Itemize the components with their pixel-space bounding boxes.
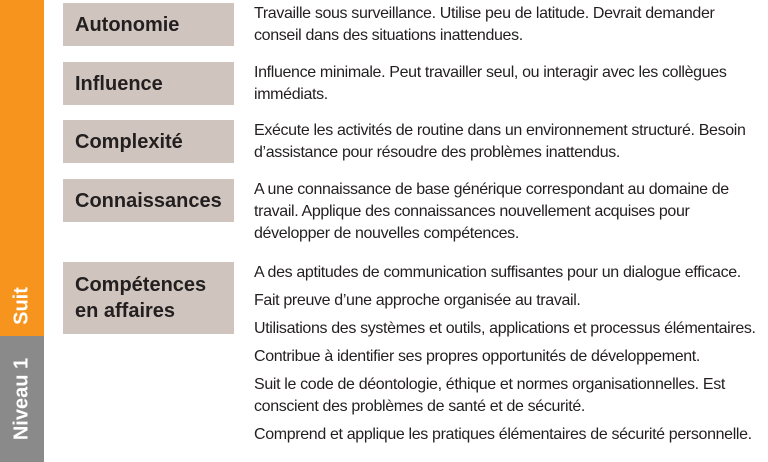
desc-line: A des aptitudes de communication suffisantes pour un dialogue efficace. [254,264,741,281]
desc-connaissances [254,179,768,245]
label-influence [63,62,234,105]
label-text: Complexité [75,130,183,153]
stage-band [0,0,44,336]
label-text: en affaires [75,300,176,322]
label-competences-affaires [63,262,234,334]
label-text: Connaissances [75,189,222,212]
desc-line: immédiats. [254,86,328,103]
desc-line: Exécute les activités de routine dans un environnement structuré. Besoin [254,122,746,139]
desc-line: Utilisations des systèmes et outils, applications et processus élémentaires. [254,320,756,337]
desc-paragraph [254,262,768,284]
desc-line: Contribue à identifier ses propres opportunités de développement. [254,348,700,365]
desc-line: A une connaissance de base générique correspondant au domaine de [254,181,729,198]
desc-paragraph [254,290,768,312]
label-text: Autonomie [75,13,180,36]
desc-competences-affaires [254,262,768,452]
desc-paragraph [254,374,768,418]
desc-line: Comprend et applique les pratiques élémentaires de sécurité personnelle. [254,426,752,443]
desc-autonomie [254,3,768,47]
level-label: Niveau 1 [10,357,33,441]
desc-paragraph [254,346,768,368]
desc-line: développer de nouvelles compétences. [254,225,519,242]
desc-line: travail. Applique des connaissances nouvellement acquises pour [254,203,690,220]
label-autonomie [63,3,234,46]
stage-label: Suit [10,287,33,325]
desc-line: Travaille sous surveillance. Utilise peu de latitude. Devrait demander [254,5,715,22]
desc-line: conseil dans des situations inattendues. [254,27,523,44]
desc-line: Influence minimale. Peut travailler seul, ou interagir avec les collègues [254,64,727,81]
label-connaissances [63,179,234,222]
desc-paragraph [254,318,768,340]
desc-influence [254,62,768,106]
desc-paragraph [254,424,768,446]
label-text: Influence [75,72,163,95]
desc-line: Suit le code de déontologie, éthique et normes organisationnelles. Est [254,376,725,393]
desc-line: Fait preuve d’une approche organisée au travail. [254,292,581,309]
desc-line: conscient des problèmes de santé et de sécurité. [254,398,585,415]
desc-line: d’assistance pour résoudre des problèmes inattendus. [254,144,621,161]
label-complexite [63,120,234,163]
desc-complexite [254,120,768,164]
label-text: Compétences [75,274,207,296]
